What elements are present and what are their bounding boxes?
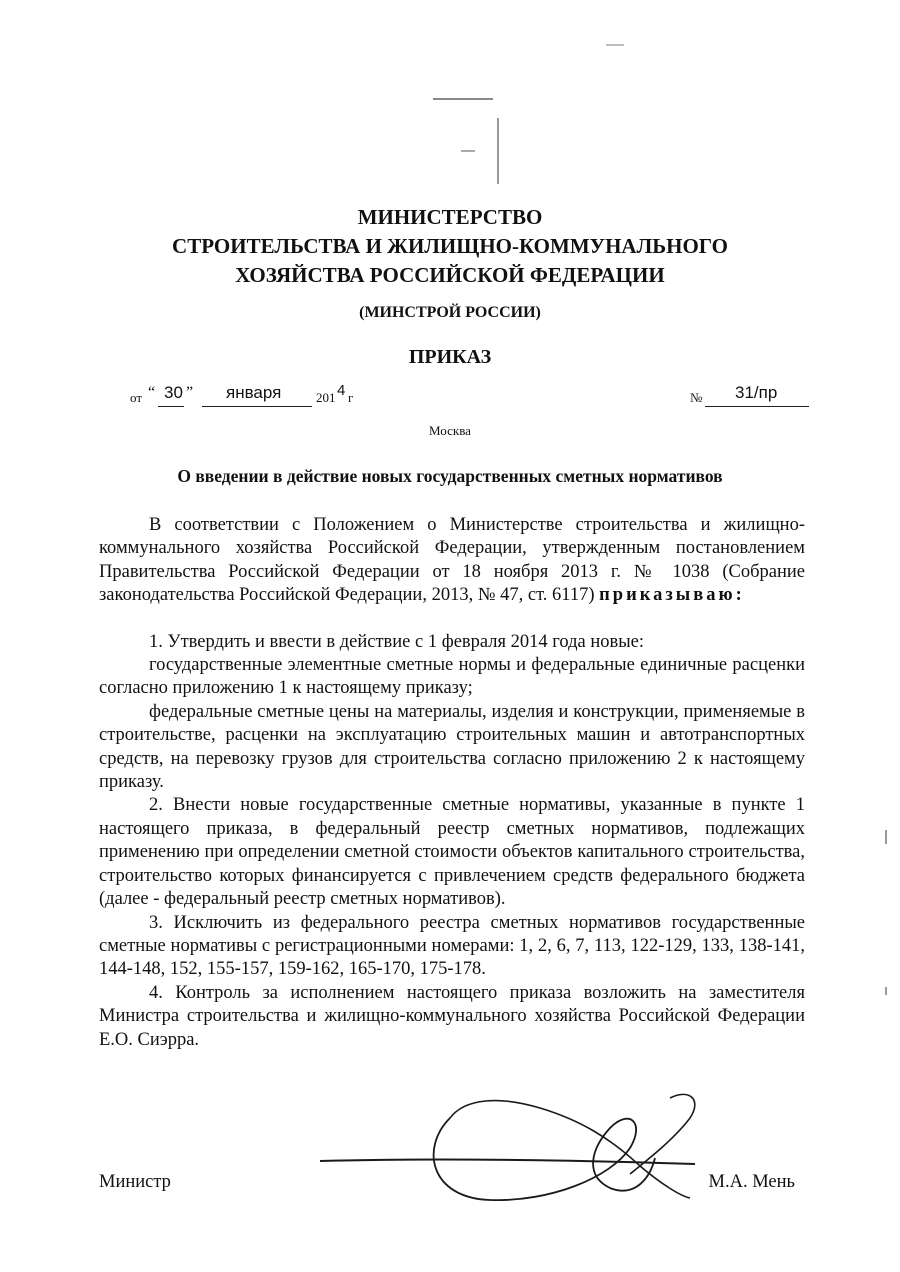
ministry-line-3: ХОЗЯЙСТВА РОССИЙСКОЙ ФЕДЕРАЦИИ [235,263,665,287]
date-day: 30 [164,383,183,402]
city: Москва [429,423,471,438]
order-subject: О введении в действие новых государственных сметных нормативов [177,466,723,486]
scan-mark [497,118,499,184]
scan-mark [433,98,493,100]
scan-mark [606,44,624,46]
item-3: 3. Исключить из федерального реестра сметных нормативов государственные сметные нормативы с регистрационными номерами: 1, 2, 6, 7, 113, 122-129, 133, 138-141, 144-148, 152, 155-157, 159-162, 165-170, 175-178. [99,912,805,980]
item-1-a: государственные элементные сметные нормы и федеральные единичные расценки согласно приложению 1 к настоящему приказу; [99,655,805,699]
signatory-title: Министр [99,1172,171,1192]
day-underline [158,406,184,407]
number-underline [705,406,809,407]
preamble-text: В соответствии с Положением о Министерстве строительства и жилищно-коммунального хозяйства Российской Федерации, утвержденным постановлением Правительства Российской Федерации от 18 ноября 2013 г. № 1038 (Собрание законодательства Российской Федерации, 2013, № 47, ст. 6117) [99,515,805,606]
ministry-name [0,203,900,290]
item-2: 2. Внести новые государственные сметные нормативы, указанные в пункте 1 настоящего приказа, в федеральный реестр сметных нормативов, подлежащих применению при определении сметной стоимости объектов капитального строительства, строительство которых финансируется с привлечением средств федерального бюджета (далее - федеральный реестр сметных нормативов). [99,795,805,910]
date-month: января [226,383,282,402]
item-1: 1. Утвердить и ввести в действие с 1 февраля 2014 года новые: [149,631,645,652]
item-4: 4. Контроль за исполнением настоящего приказа возложить на заместителя Министра строительства и жилищно-коммунального хозяйства Российской Федерации Е.О. Сиэрра. [99,982,805,1050]
scan-mark [885,830,887,844]
ministry-line-2: СТРОИТЕЛЬСТВА И ЖИЛИЩНО-КОММУНАЛЬНОГО [172,234,728,258]
order-body [99,514,805,1052]
date-open-quote: “ [148,384,156,401]
date-close-quote: ” [186,384,194,401]
item-1-b: федеральные сметные цены на материалы, изделия и конструкции, применяемые в строительстве, расценки на эксплуатацию строительных машин и автотранспортных средств, на перевозку грузов для строительства согласно приложению 2 к настоящему приказу. [99,701,805,793]
ministry-line-1: МИНИСТЕРСТВО [357,205,543,229]
number-prefix: № [690,390,703,405]
order-word: приказываю: [599,585,745,606]
ministry-abbreviation: (МИНСТРОЙ РОССИИ) [359,304,541,321]
date-year: 201 [316,390,336,405]
scan-mark [461,150,475,152]
month-underline [202,406,312,407]
date-year-suffix: г [348,390,354,405]
scan-mark [885,987,887,995]
signatory-name: М.А. Мень [708,1172,795,1192]
handwritten-signature [310,1088,710,1208]
order-number: 31/пр [735,383,778,402]
date-year-digit: 4 [337,382,346,399]
document-type: ПРИКАЗ [408,346,492,368]
preamble [99,514,805,608]
date-prefix: от [130,390,143,405]
